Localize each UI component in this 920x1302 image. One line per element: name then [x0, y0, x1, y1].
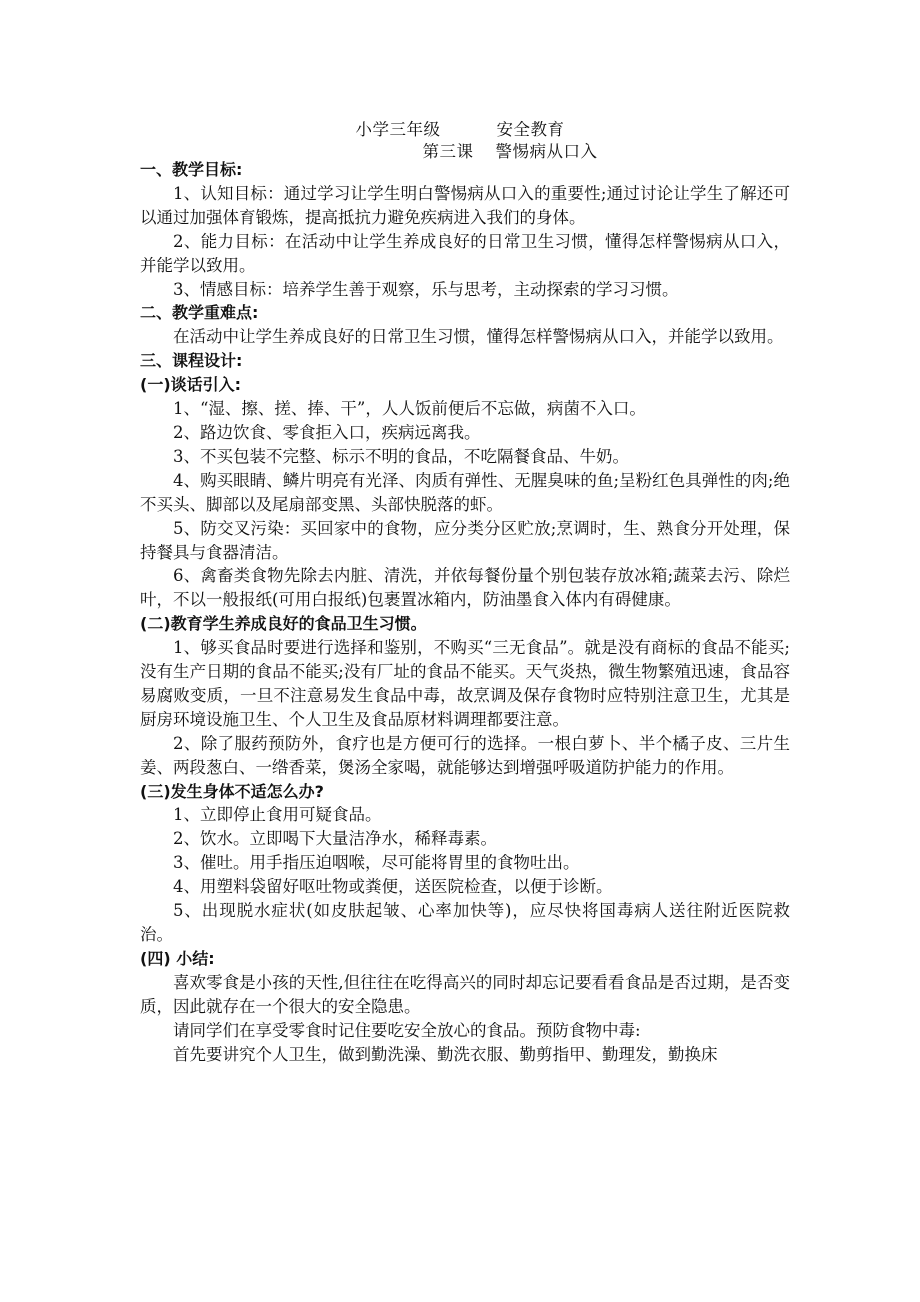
intro-item: 5、防交叉污染：买回家中的食物，应分类分区贮放;烹调时，生、熟食分开处理，保持餐具与食器清洁。	[140, 518, 790, 562]
grade-label: 小学三年级	[355, 120, 441, 139]
summary-paragraph: 请同学们在享受零食时记住要吃安全放心的食品。预防食物中毒:	[173, 1020, 641, 1040]
document-header-line1	[0, 116, 920, 140]
section-heading-goals: 一、教学目标:	[140, 160, 243, 179]
discomfort-item: 2、饮水。立即喝下大量洁净水，稀释毒素。	[173, 829, 497, 849]
intro-item: 2、路边饮食、零食拒入口，疾病远离我。	[173, 422, 481, 442]
section-heading-key-points: 二、教学重难点:	[140, 303, 259, 323]
habit-item: 2、除了服药预防外，食疗也是方便可行的选择。一根白萝卜、半个橘子皮、三片生姜、两段葱白、一绺香菜，煲汤全家喝，就能够达到增强呼吸道防护能力的作用。	[140, 733, 790, 777]
intro-item: 6、禽畜类食物先除去内脏、清洗，并依每餐份量个别包装存放冰箱;蔬菜去污、除烂叶，不以一般报纸(可用白报纸)包裹置冰箱内，防油墨食入体内有碍健康。	[140, 566, 790, 610]
intro-item: 1、“湿、擦、搓、捧、干”，人人饭前便后不忘做，病菌不入口。	[173, 399, 646, 419]
subject-label: 安全教育	[496, 120, 565, 139]
intro-item: 4、购买眼睛、鳞片明亮有光泽、肉质有弹性、无腥臭味的鱼;呈粉红色具弹性的肉;绝不买头、脚部以及尾扇部变黑、头部快脱落的虾。	[140, 470, 790, 514]
intro-item: 3、不买包装不完整、标示不明的食品，不吃隔餐食品、牛奶。	[173, 446, 629, 466]
goal-item: 2、能力目标：在活动中让学生养成良好的日常卫生习惯，懂得怎样警惕病从口入，并能学以致用。	[140, 231, 790, 275]
goal-item: 1、认知目标：通过学习让学生明白警惕病从口入的重要性;通过讨论让学生了解还可以通过加强体育锻炼，提高抵抗力避免疾病进入我们的身体。	[140, 183, 790, 227]
summary-paragraph: 喜欢零食是小孩的天性,但往往在吃得高兴的同时却忘记要看看食品是否过期，是否变质，因此就存在一个很大的安全隐患。	[140, 972, 790, 1016]
discomfort-item: 4、用塑料袋留好呕吐物或粪便，送医院检查，以便于诊断。	[173, 877, 613, 897]
subsection-heading-intro: (一)谈话引入:	[140, 375, 242, 395]
document-body	[140, 158, 790, 1066]
discomfort-item: 1、立即停止食用可疑食品。	[173, 805, 382, 825]
section-heading-course-design: 三、课程设计:	[140, 351, 243, 371]
subsection-heading-habits: (二)教育学生养成良好的食品卫生习惯。	[140, 614, 427, 634]
key-points-text: 在活动中让学生养成良好的日常卫生习惯，懂得怎样警惕病从口入，并能学以致用。	[173, 327, 784, 347]
lesson-number: 第三课	[422, 142, 474, 161]
discomfort-item: 5、出现脱水症状(如皮肤起皱、心率加快等)，应尽快将国毒病人送往附近医院救治。	[140, 901, 790, 944]
subsection-heading-discomfort: (三)发生身体不适怎么办?	[140, 781, 324, 801]
discomfort-item: 3、催吐。用手指压迫咽喉，尽可能将胃里的食物吐出。	[173, 853, 580, 873]
goal-item: 3、情感目标：培养学生善于观察，乐与思考，主动探索的学习习惯。	[173, 279, 679, 299]
lesson-title: 警惕病从口入	[495, 142, 598, 161]
habit-item: 1、够买食品时要进行选择和鉴别，不购买“三无食品”。就是没有商标的食品不能买;没有生产日期的食品不能买;没有厂址的食品不能买。天气炎热，微生物繁殖迅速，食品容易腐败变质，一旦不注意易发生食品中毒，故烹调及保存食物时应特别注意卫生，尤其是厨房环境设施卫生、个人卫生及食品原材料调理都要注意。	[140, 638, 790, 729]
summary-paragraph: 首先要讲究个人卫生，做到勤洗澡、勤洗衣服、勤剪指甲、勤理发，勤换床	[173, 1044, 718, 1064]
subsection-heading-summary: (四) 小结:	[140, 948, 215, 968]
